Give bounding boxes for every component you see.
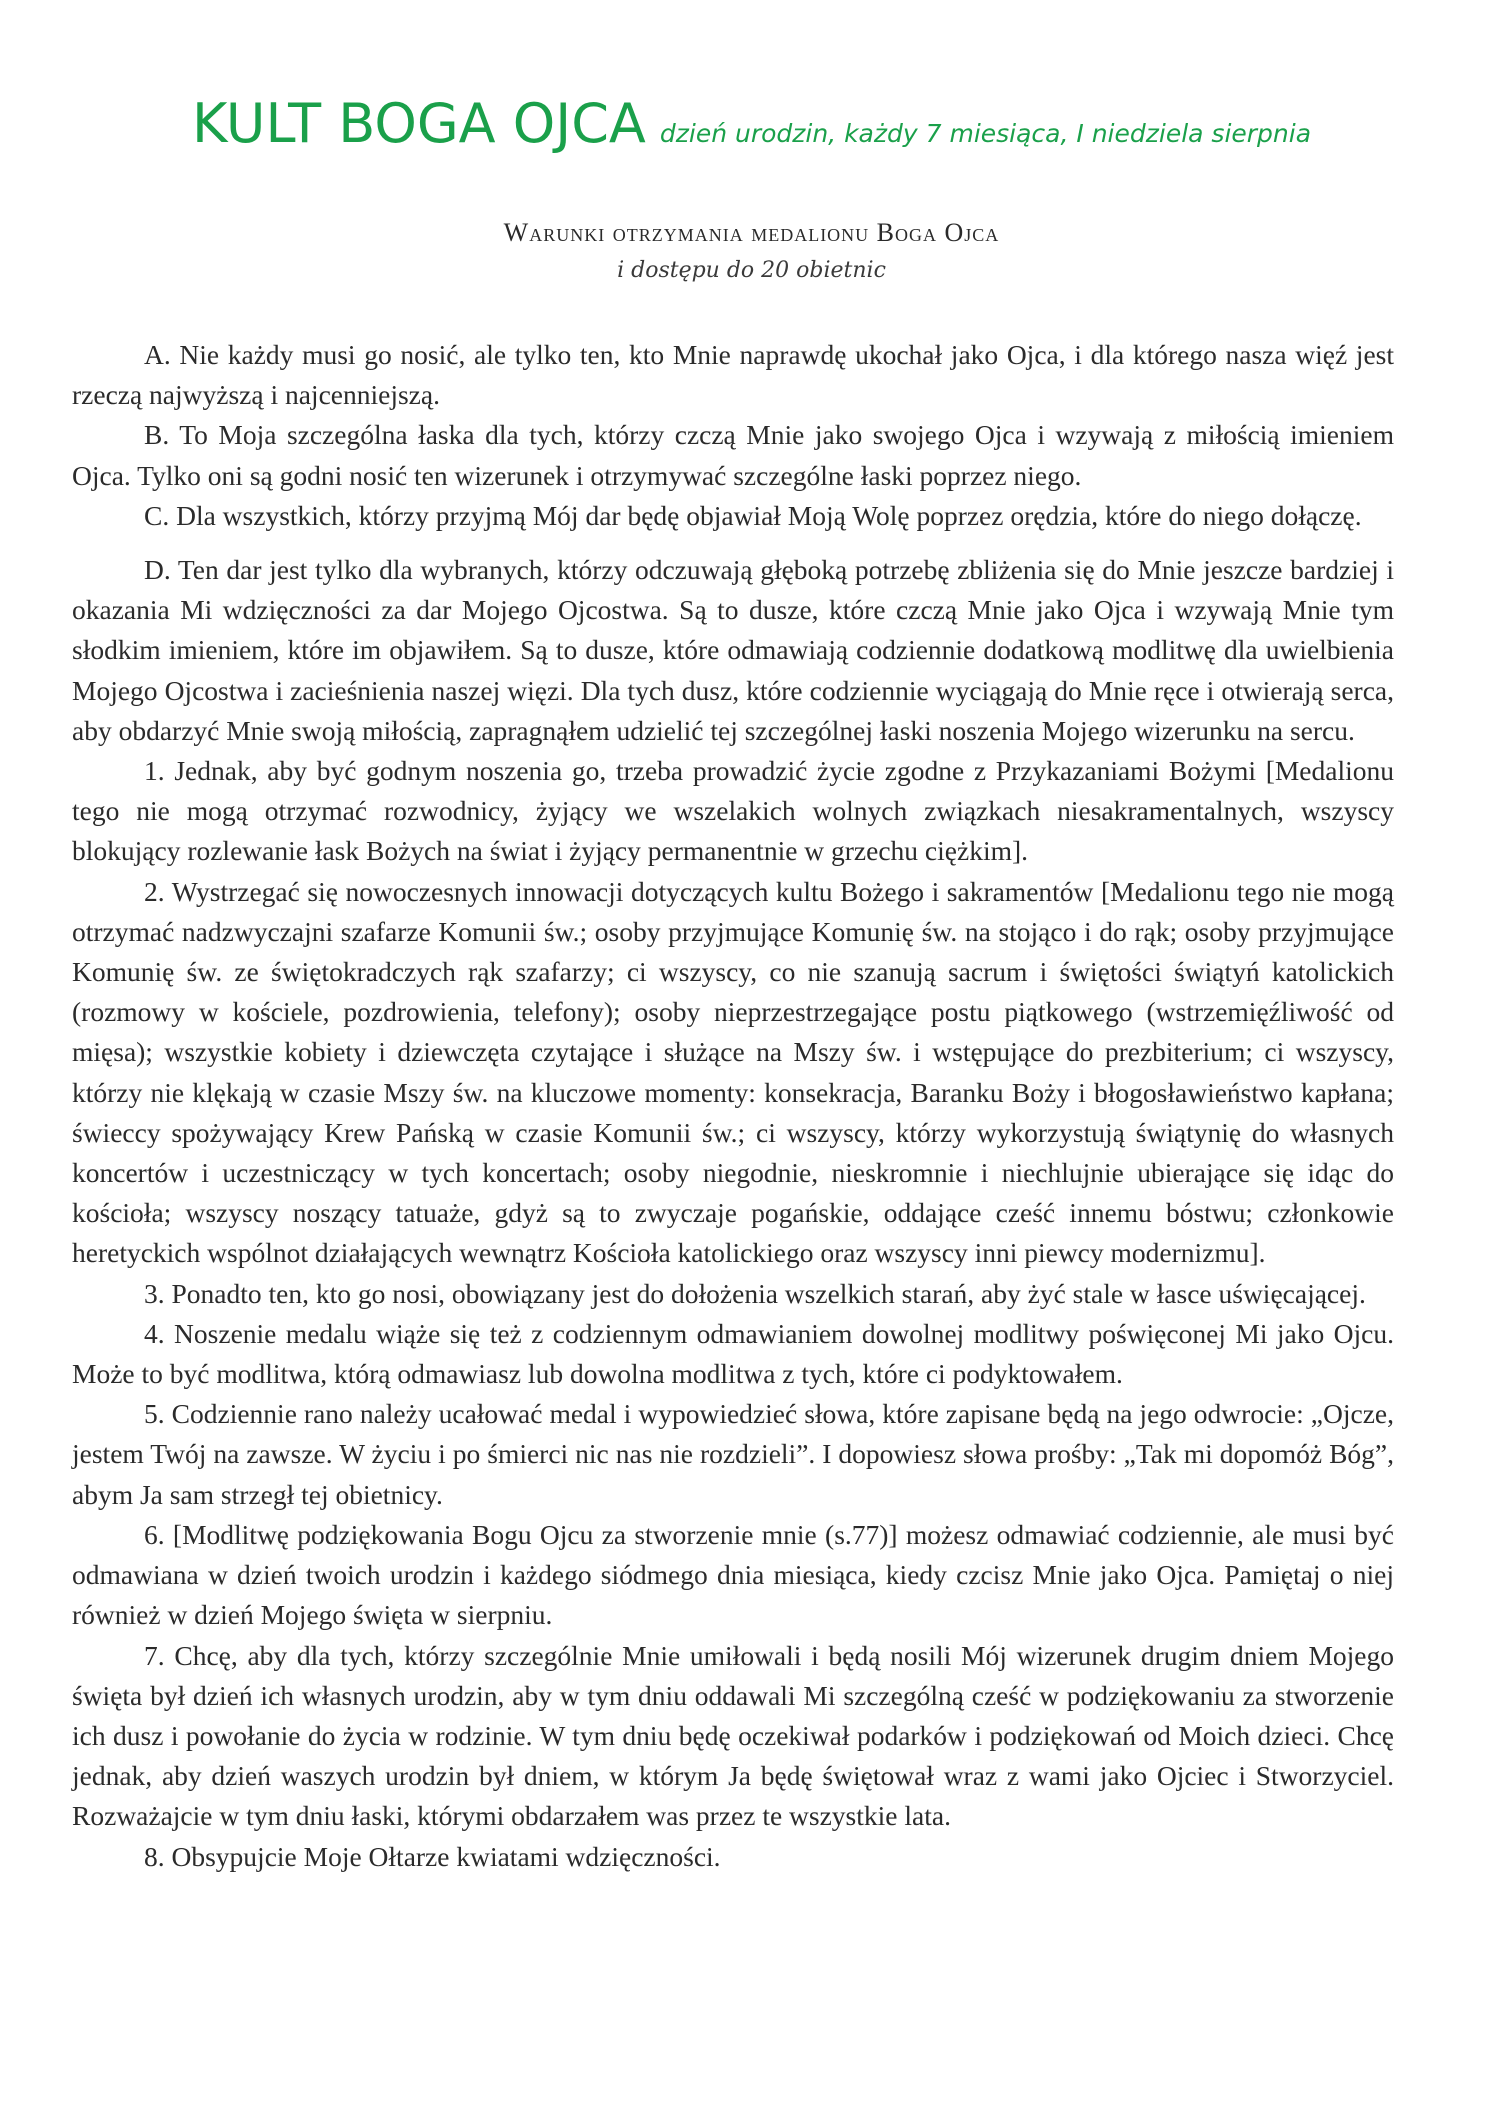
paragraph-8: 8. Obsypujcie Moje Ołtarze kwiatami wdzięczności. — [144, 1840, 721, 1872]
paragraph-2: 2. Wystrzegać się nowoczesnych innowacji dotyczących kultu Bożego i sakramentów [Medalionu tego nie mogą otrzymać nadzwyczajni szafarze Komunii św.; osoby przyjmujące Komunię św. na stojąco i do rąk; osoby przyjmujące Komunię św. ze świętokradczych rąk szafarzy; ci wszyscy, co nie szanują sacrum i świętości świątyń katolickich (rozmowy w kościele, pozdrowienia, telefony); osoby nieprzestrzegające postu piątkowego (wstrzemięźliwość od mięsa); wszystkie kobiety i dziewczęta czytające i służące na Mszy św. i wstępujące do prezbiterium; ci wszyscy, którzy nie klękają w czasie Mszy św. na kluczowe momenty: konsekracja, Baranku Boży i błogosławieństwo kapłana; świeccy spożywający Krew Pańską w czasie Komunii św.; ci wszyscy, którzy wykorzystują świątynię do własnych koncertów i uczestniczący w tych koncertach; osoby niegodnie, nieskromnie i niechlujnie ubierające się idąc do kościoła; wszyscy noszący tatuaże, gdyż są to zwyczaje pogańskie, oddające cześć innemu bóstwu; członkowie heretyckich wspólnot działających wewnątrz Kościoła katolickiego oraz wszyscy inni piewcy modernizmu]. — [72, 875, 1394, 1269]
section-subheading: i dostępu do 20 obietnic — [617, 258, 886, 283]
paragraph-5: 5. Codziennie rano należy ucałować medal i wypowiedzieć słowa, które zapisane będą na jego odwrocie: „Ojcze, jestem Twój na zawsze. W życiu i po śmierci nic nas nie rozdzieli”. I dopowiesz słowa prośby: „Tak mi dopomóż Bóg”, abym Ja sam strzegł tej obietnicy. — [72, 1398, 1394, 1510]
paragraph-d: D. Ten dar jest tylko dla wybranych, którzy odczuwają głęboką potrzebę zbliżenia się do Mnie jeszcze bardziej i okazania Mi wdzięczności za dar Mojego Ojcostwa. Są to dusze, które czczą Mnie jako Ojca i wzywają Mnie tym słodkim imieniem, które im objawiłem. Są to dusze, które odmawiają codziennie dodatkową modlitwę dla uwielbienia Mojego Ojcostwa i zacieśnienia naszej więzi. Dla tych dusz, które codziennie wyciągają do Mnie ręce i otwierają serca, aby obdarzyć Mnie swoją miłością, zapragnąłem udzielić tej szczególnej łaski noszenia Mojego wizerunku na sercu. — [72, 554, 1394, 746]
paragraph-b: B. To Moja szczególna łaska dla tych, którzy czczą Mnie jako swojego Ojca i wzywają z miłością imieniem Ojca. Tylko oni są godni nosić ten wizerunek i otrzymywać szczególne łaski poprzez niego. — [72, 419, 1394, 491]
paragraph-a: A. Nie każdy musi go nosić, ale tylko ten, kto Mnie naprawdę ukochał jako Ojca, i dla którego nasza więź jest rzeczą najwyższą i najcenniejszą. — [72, 339, 1394, 411]
section-heading: Warunki otrzymania medalionu Boga Ojca — [503, 218, 1000, 247]
paragraph-1: 1. Jednak, aby być godnym noszenia go, trzeba prowadzić życie zgodne z Przykazaniami Bożymi [Medalionu tego nie mogą otrzymać rozwodnicy, żyjący we wszelakich wolnych związkach niesakramentalnych, wszyscy blokujący rozlewanie łask Bożych na świat i żyjący permanentnie w grzechu ciężkim]. — [72, 755, 1394, 867]
paragraph-6: 6. [Modlitwę podziękowania Bogu Ojcu za stworzenie mnie (s.77)] możesz odmawiać codziennie, ale musi być odmawiana w dzień twoich urodzin i każdego siódmego dnia miesiąca, kiedy czcisz Mnie jako Ojca. Pamiętaj o niej również w dzień Mojego święta w sierpniu. — [72, 1518, 1394, 1631]
body-text — [72, 335, 1394, 1877]
paragraph-4: 4. Noszenie medalu wiąże się też z codziennym odmawianiem dowolnej modlitwy poświęconej Mi jako Ojcu. Może to być modlitwa, którą odmawiasz lub dowolna modlitwa z tych, które ci podyktowałem. — [72, 1317, 1394, 1390]
header — [0, 92, 1503, 155]
page-title: KULT BOGA OJCA — [191, 92, 646, 155]
paragraph-7: 7. Chcę, aby dla tych, którzy szczególnie Mnie umiłowali i będą nosili Mój wizerunek drugim dniem Mojego święta był dzień ich własnych urodzin, aby w tym dniu oddawali Mi szczególną cześć w podziękowaniu za stworzenie ich dusz i powołanie do życia w rodzinie. W tym dniu będę oczekiwał podarków i podziękowań od Moich dzieci. Chcę jednak, aby dzień waszych urodzin był dniem, w którym Ja będę świętował wraz z wami jako Ojciec i Stworzyciel. Rozważajcie w tym dniu łaski, którymi obdarzałem was przez te wszystkie lata. — [72, 1639, 1394, 1832]
paragraph-3: 3. Ponadto ten, kto go nosi, obowiązany jest do dołożenia wszelkich starań, aby żyć stale w łasce uświęcającej. — [144, 1277, 1366, 1309]
paragraph-c: C. Dla wszystkich, którzy przyjmą Mój dar będę objawiał Moją Wolę poprzez orędzia, które do niego dołączę. — [144, 499, 1362, 531]
page-subtitle: dzień urodzin, każdy 7 miesiąca, I niedziela sierpnia — [659, 119, 1312, 148]
